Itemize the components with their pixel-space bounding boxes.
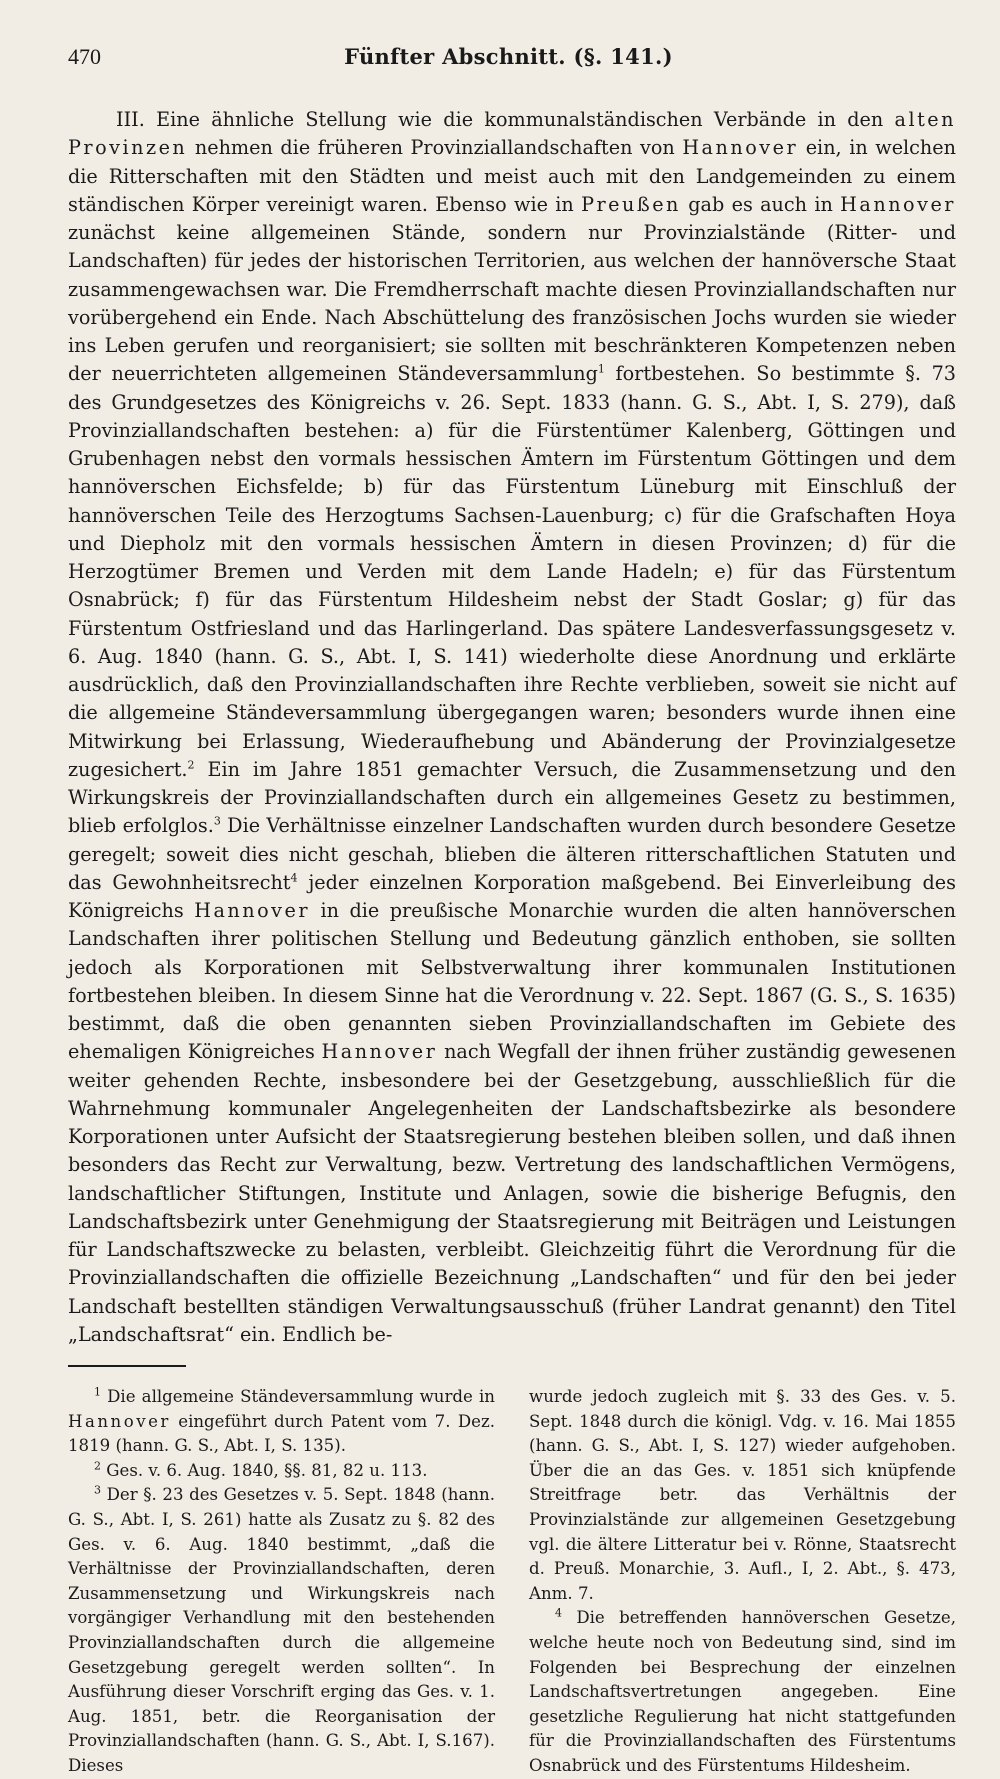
footnote-text: eingeführt durch Patent vom 7. Dez. 1819 (hann. G. S., Abt. I, S. 135). [68, 1411, 495, 1456]
page-number: 470 [68, 44, 101, 69]
footnote-text: Die betreffenden hannöverschen Gesetze, welche heute noch von Bedeutung sind, sind im Folgenden bei Besprechung der einzelnen Landschaftsvertretungen angegeben. Eine gesetzliche Regulierung hat nicht stattgefunden für die Provinziallandschaften des Fürstentums Osnabrück und des Fürstentums Hildesheim. [529, 1608, 956, 1775]
footnote-separator [68, 1365, 186, 1367]
footnote-mark: 1 [94, 1385, 101, 1399]
footnote-column-left [68, 1385, 495, 1779]
footnote-mark: 3 [94, 1483, 101, 1497]
footnote-text: Der §. 23 des Gesetzes v. 5. Sept. 1848 (hann. G. S., Abt. I, S. 261) hatte als Zusatz zu §. 82 des Ges. v. 6. Aug. 1840 bestimmt, „daß die Verhältnisse der Provinziallandschaften, deren Zusammensetzung und Wirkungskreis nach vorgängiger Verhandlung mit den bestehenden Provinziallandschaften durch die allgemeine Gesetzgebung geregelt werden sollten“. In Ausführung dieser Vorschrift erging das Ges. v. 1. Aug. 1851, betr. die Reorganisation der Provinziallandschaften (hann. G. S., Abt. I, S.167). Dieses [68, 1485, 495, 1775]
footnote-mark: 2 [94, 1459, 101, 1473]
footnote-column-right [529, 1385, 956, 1779]
running-title: Fünfter Abschnitt. (§. 141.) [344, 44, 673, 69]
footnote-text: Ges. v. 6. Aug. 1840, §§. 81, 82 u. 113. [101, 1460, 428, 1480]
footnote-2 [68, 1459, 495, 1484]
spaced-term: Preußen [581, 192, 681, 216]
footnote-text: Die allgemeine Ständeversammlung wurde in [101, 1387, 495, 1406]
text-segment: ein, in welchen die Ritterschaften mit den Städten und meist auch mit den Landgemeinden zu einem ständischen Körper vereinigt waren. Ebenso wie in [68, 136, 956, 216]
footnotes [68, 1385, 956, 1779]
footnote-ref[interactable]: 4 [290, 871, 298, 885]
text-segment: nach Wegfall der ihnen früher zuständig gewesenen weiter gehenden Rechte, insbesondere bei der Gesetzgebung, ausschließlich für die Wahrnehmung kommunaler Angelegenheiten der Landschaftsbezirke als besondere Korporationen unter Aufsicht der Staatsregierung bestehen bleiben sollen, und daß ihnen besonders das Recht zur Verwaltung, bezw. Vertretung des landschaftlichen Vermögens, landschaftlicher Stiftungen, Institute und Anlagen, sowie die bisherige Befugnis, den Landschaftsbezirk unter Genehmigung der Staatsregierung mit Beiträgen und Leistungen für Landschaftszwecke zu belasten, verbleibt. Gleichzeitig führt die Verordnung für die Provinziallandschaften die offizielle Bezeichnung „Landschaften“ und für den bei jeder Landschaft bestellten ständigen Verwaltungsausschuß (früher Landrat genannt) den Titel „Landschaftsrat“ ein. Endlich be- [68, 1040, 956, 1346]
footnote-ref[interactable]: 2 [187, 758, 195, 772]
text-segment: fortbestehen. So bestimmte §. 73 des Grundgesetzes des Königreichs v. 26. Sept. 1833 (hann. G. S., Abt. I, S. 279), daß Provinziallandschaften bestehen: a) für die Fürstentümer Kalenberg, Göttingen und Grubenhagen nebst den vormals hessischen Ämtern im Fürstentum Göttingen und dem hannöverschen Eichsfelde; b) für das Fürstentum Lüneburg mit Einschluß der hannöverschen Teile des Herzogtums Sachsen-Lauenburg; c) für die Grafschaften Hoya und Diepholz mit den vormals hessischen Ämtern in diesen Provinzen; d) für die Herzogtümer Bremen und Verden mit dem Lande Hadeln; e) für das Fürstentum Osnabrück; f) für das Fürstentum Hildesheim nebst der Stadt Goslar; g) für das Fürstentum Ostfriesland und das Harlingerland. Das spätere Landesverfassungsgesetz v. 6. Aug. 1840 (hann. G. S., Abt. I, S. 141) wiederholte diese Anordnung und erklärte ausdrücklich, daß den Provinziallandschaften ihre Rechte verblieben, soweit sie nicht auf die allgemeine Ständeversammlung übergegangen waren; besonders wurde ihnen eine Mitwirkung bei Erlassung, Wiederaufhebung und Abänderung der Provinzialgesetze zugesichert. [68, 362, 956, 781]
footnote-4 [529, 1606, 956, 1778]
text-segment: jeder einzelnen Korporation maßgebend. Bei Einverleibung des Königreichs [68, 870, 956, 922]
spaced-term: Hannover [321, 1040, 438, 1064]
footnote-1 [68, 1385, 495, 1459]
spaced-term: Hannover [682, 136, 799, 160]
text-segment: nehmen die früheren Provinziallandschaften von [187, 136, 683, 160]
spaced-term: Hannover [840, 192, 956, 216]
spaced-term: Hannover [68, 1411, 171, 1431]
footnote-3 [68, 1483, 495, 1778]
footnote-ref[interactable]: 3 [213, 814, 221, 828]
text-segment: zunächst keine allgemeinen Stände, sondern nur Provinzialstände (Ritter- und Landschaften) für jedes der historischen Territorien, aus welchen der hannöversche Staat zusammengewachsen war. Die Fremdherrschaft machte diesen Provinziallandschaften nur vorübergehend ein Ende. Nach Abschüttelung des französischen Jochs wurden sie wieder ins Leben gerufen und reorganisiert; sie sollten mit beschränkteren Kompetenzen neben der neuerrichteten allgemeinen Ständeversammlung [68, 221, 956, 386]
text-segment: in die preußische Monarchie wurden die alten hannöverschen Landschaften ihrer politischen Stellung und Bedeutung gänzlich enthoben, sie sollten jedoch als Korporationen mit Selbstverwaltung ihrer kommunalen Institutionen fortbestehen bleiben. In diesem Sinne hat die Verordnung v. 22. Sept. 1867 (G. S., S. 1635) bestimmt, daß die oben genannten sieben Provinziallandschaften im Gebiete des ehemaligen Königreiches [68, 899, 956, 1064]
text-segment: III. Eine ähnliche Stellung wie die kommunalständischen Verbände in den [116, 108, 895, 131]
spaced-term: Hannover [194, 899, 311, 922]
footnote-ref[interactable]: 1 [597, 362, 605, 376]
main-paragraph [68, 106, 956, 1349]
footnote-3-continued: wurde jedoch zugleich mit §. 33 des Ges. v. 5. Sept. 1848 durch die königl. Vdg. v. 16. Mai 1855 (hann. G. S., Abt. I, S. 127) wieder aufgehoben. Über die an das Ges. v. 1851 sich knüpfende Streitfrage betr. das Verhältnis der Provinzialstände zur allgemeinen Gesetzgebung vgl. die ältere Litteratur bei v. Rönne, Staatsrecht d. Preuß. Monarchie, 3. Aufl., I, 2. Abt., §. 473, Anm. 7. [529, 1387, 956, 1603]
footnote-mark: 4 [555, 1606, 562, 1620]
spaced-term: alten Provinzen [68, 108, 956, 160]
page-header [68, 44, 956, 70]
text-segment: Ein im Jahre 1851 gemachter Versuch, die Zusammensetzung und den Wirkungskreis der Provinziallandschaften durch ein allgemeines Gesetz zu bestimmen, blieb erfolglos. [68, 757, 956, 838]
text-segment: Die Verhältnisse einzelner Landschaften wurden durch besondere Gesetze geregelt; soweit dies nicht geschah, blieben die älteren ritterschaftlichen Statuten und das Gewohnheitsrecht [68, 814, 957, 894]
text-segment: gab es auch in [680, 192, 841, 216]
